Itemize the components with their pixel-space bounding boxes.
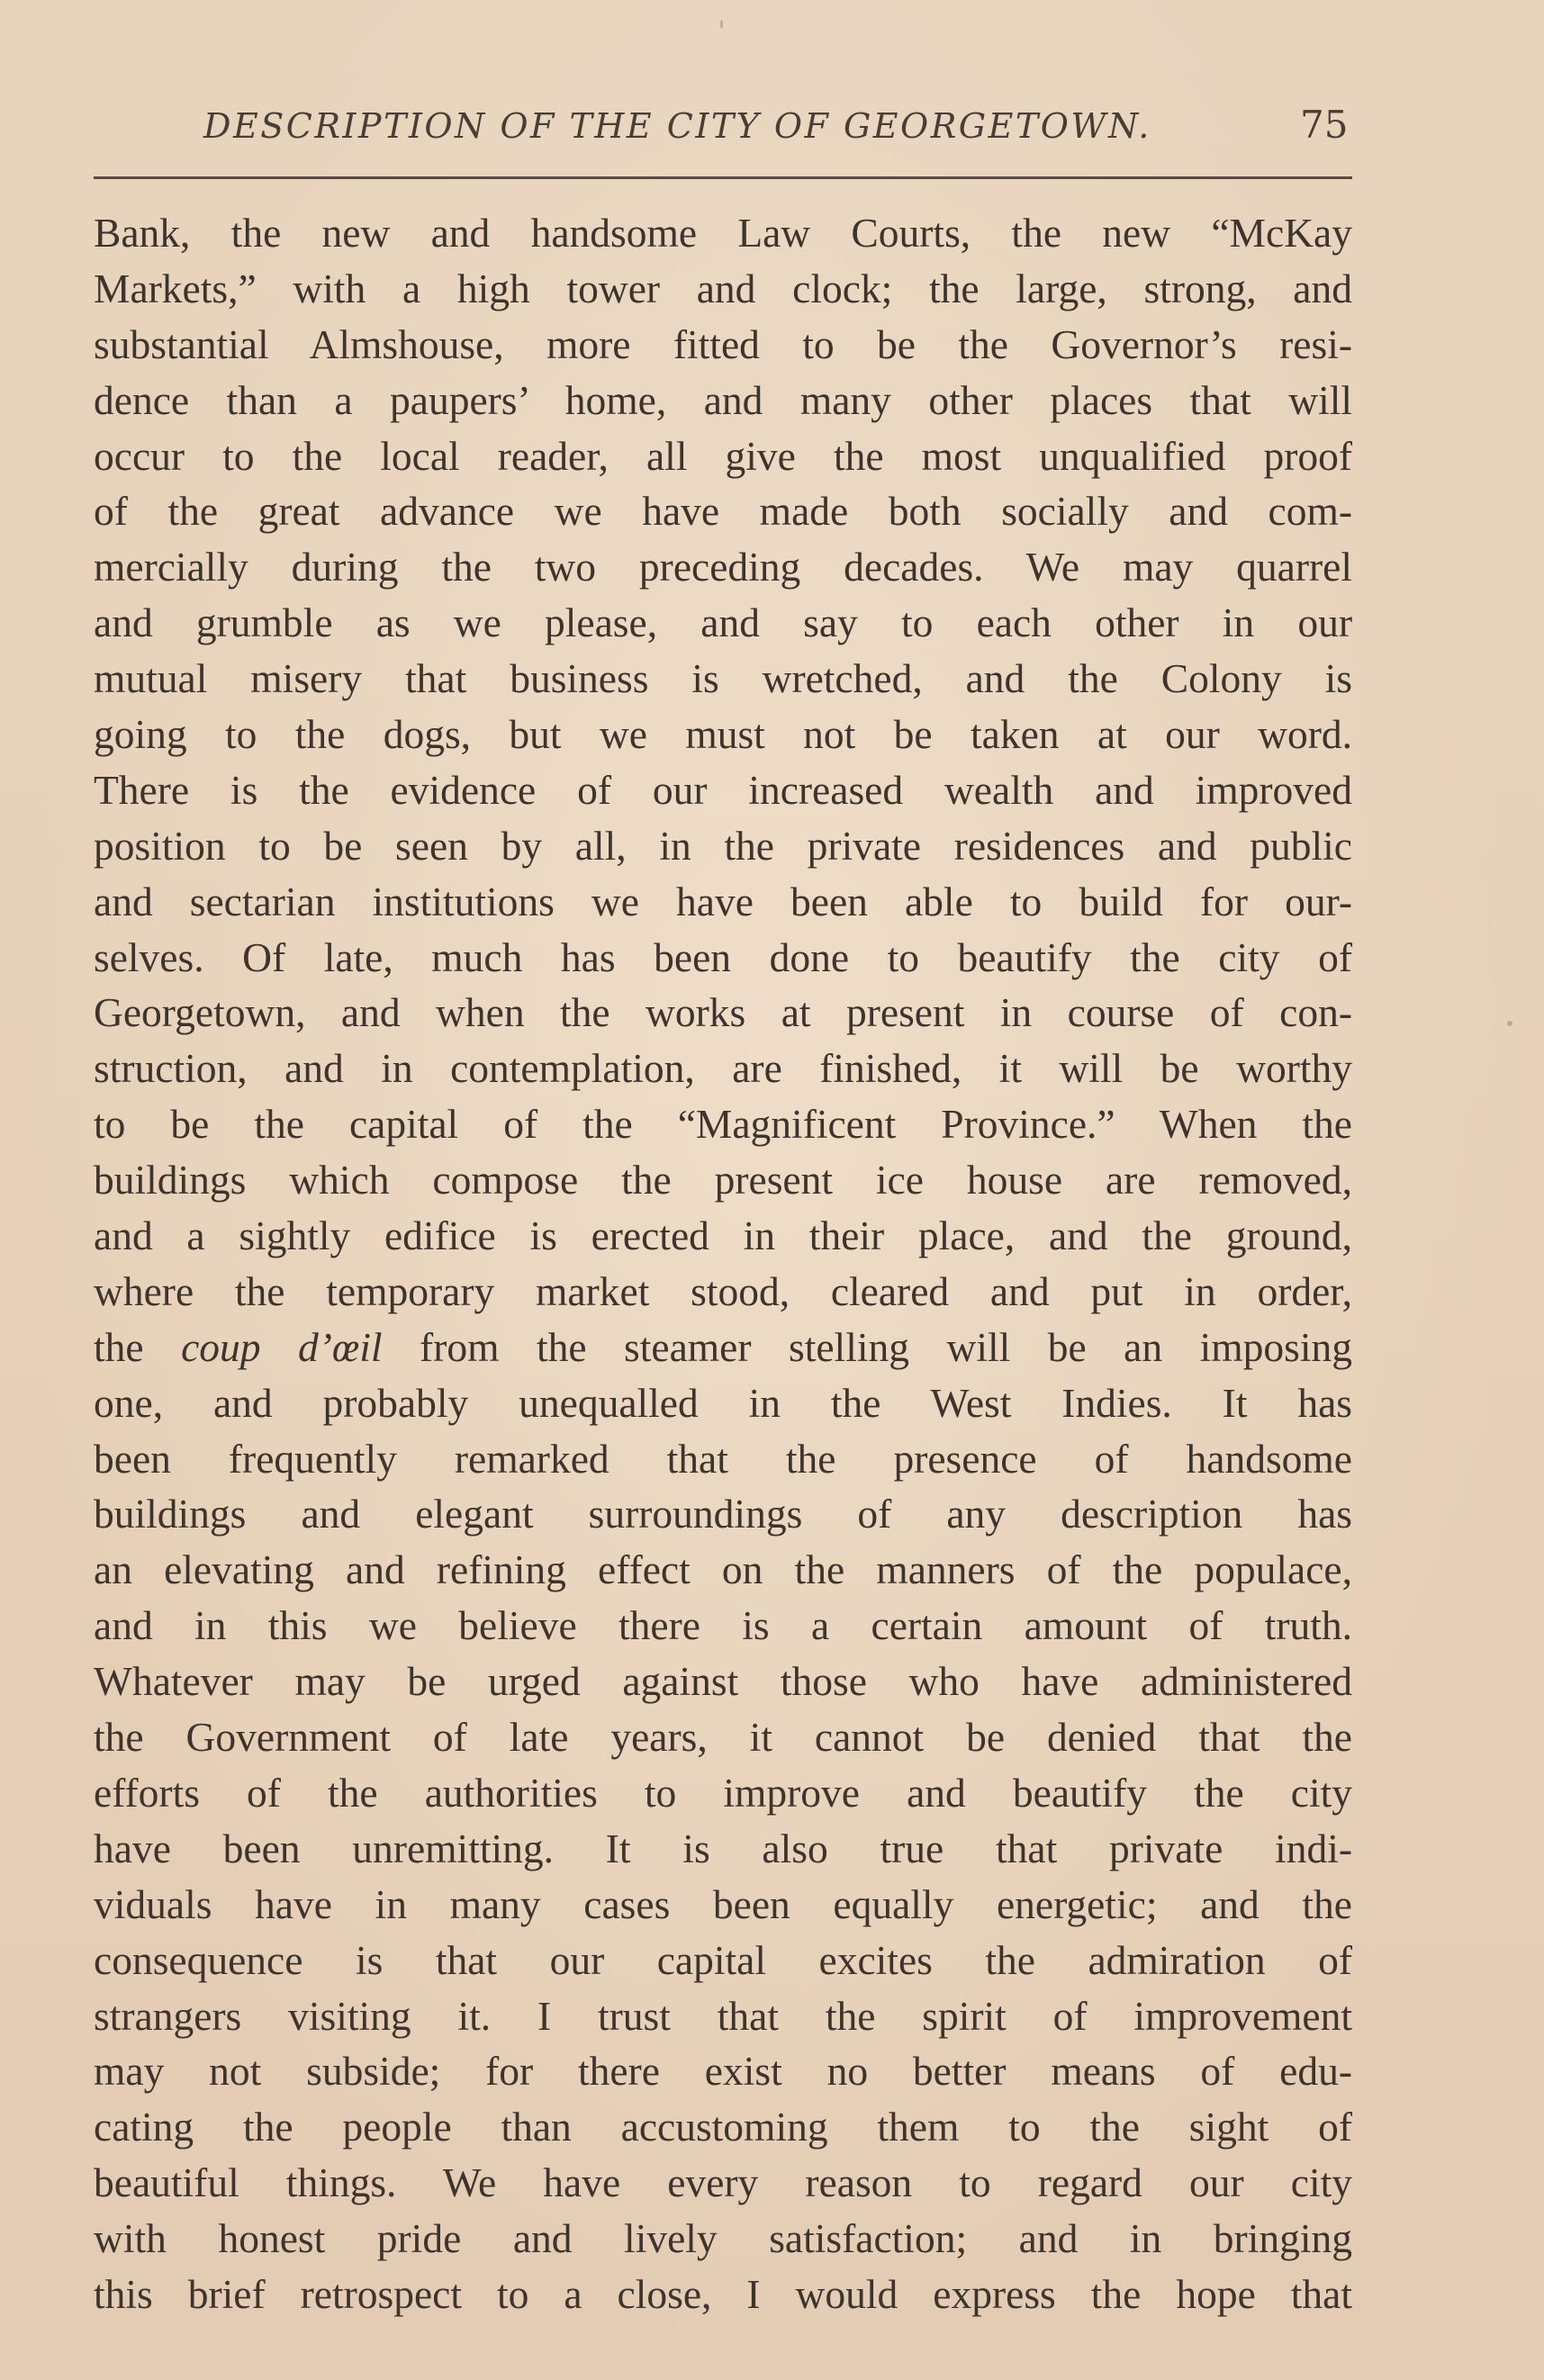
text-line: have been unremitting. It is also true that private indi-: [94, 1825, 1352, 1871]
text-line: may not subside; for there exist no better means of edu-: [94, 2048, 1352, 2095]
text-line: dence than a paupers’ home, and many other places that will: [94, 376, 1352, 423]
text-line: struction, and in contemplation, are finished, it will be worthy: [94, 1045, 1352, 1092]
text-line: consequence is that our capital excites the admiration of: [94, 1936, 1352, 1983]
text-line: going to the dogs, but we must not be taken at our word.: [94, 711, 1352, 758]
running-header: [0, 97, 1544, 160]
text-line: and sectarian institutions we have been able to build for our-: [94, 878, 1352, 924]
text-line: selves. Of late, much has been done to beautify the city of: [94, 933, 1352, 980]
text-line: to be the capital of the “Magnificent Province.” When the: [94, 1101, 1352, 1148]
text-line: There is the evidence of our increased wealth and improved: [94, 766, 1352, 813]
text-line: this brief retrospect to a close, I would express the hope that: [94, 2270, 1352, 2317]
paper-speck: [720, 20, 723, 29]
text-line: Markets,” with a high tower and clock; the large, strong, and: [94, 265, 1352, 311]
paper-speck: [1507, 1021, 1512, 1026]
body-text: [94, 205, 1352, 2322]
text-line: and grumble as we please, and say to each other in our: [94, 600, 1352, 646]
text-line: one, and probably unequalled in the West Indies. It has: [94, 1379, 1352, 1426]
italic-phrase: coup d’œil: [181, 1323, 383, 1370]
text-line: strangers visiting it. I trust that the spirit of improvement: [94, 1992, 1352, 2039]
text-line: cating the people than accustoming them to the sight of: [94, 2104, 1352, 2150]
text-line: an elevating and refining effect on the manners of the populace,: [94, 1546, 1352, 1593]
text-line: efforts of the authorities to improve and beautify the city: [94, 1769, 1352, 1816]
text-line: where the temporary market stood, cleared and put in order,: [94, 1267, 1352, 1314]
text-line: and in this we believe there is a certain amount of truth.: [94, 1602, 1352, 1649]
text-line: of the great advance we have made both socially and com-: [94, 488, 1352, 535]
text-line: occur to the local reader, all give the most unqualified proof: [94, 432, 1352, 479]
text-line: and a sightly edifice is erected in their place, and the ground,: [94, 1213, 1352, 1259]
text-line: the Government of late years, it cannot be denied that the: [94, 1714, 1352, 1761]
text-line: buildings which compose the present ice house are removed,: [94, 1157, 1352, 1204]
text-line: buildings and elegant surroundings of any description has: [94, 1491, 1352, 1537]
header-rule: [94, 176, 1352, 179]
text-line: Georgetown, and when the works at present in course of con-: [94, 989, 1352, 1036]
text-line: Bank, the new and handsome Law Courts, the new “McKay: [94, 210, 1352, 256]
page-number: 75: [1300, 103, 1349, 147]
text-line: mercially during the two preceding decades. We may quarrel: [94, 544, 1352, 590]
text-line: mutual misery that business is wretched, and the Colony is: [94, 655, 1352, 702]
text-line: position to be seen by all, in the private residences and public: [94, 822, 1352, 869]
running-title: DESCRIPTION OF THE CITY OF GEORGETOWN.: [203, 106, 1151, 146]
text-line: substantial Almshouse, more fitted to be the Governor’s resi-: [94, 320, 1352, 367]
text-line: beautiful things. We have every reason to regard our city: [94, 2159, 1352, 2206]
text-line: been frequently remarked that the presence of handsome: [94, 1435, 1352, 1482]
text-line: with honest pride and lively satisfaction; and in bringing: [94, 2215, 1352, 2262]
text-line: viduals have in many cases been equally energetic; and the: [94, 1880, 1352, 1927]
text-line: Whatever may be urged against those who have administered: [94, 1658, 1352, 1705]
text-line: the coup d’œil from the steamer stelling will be an imposing: [94, 1323, 1352, 1370]
